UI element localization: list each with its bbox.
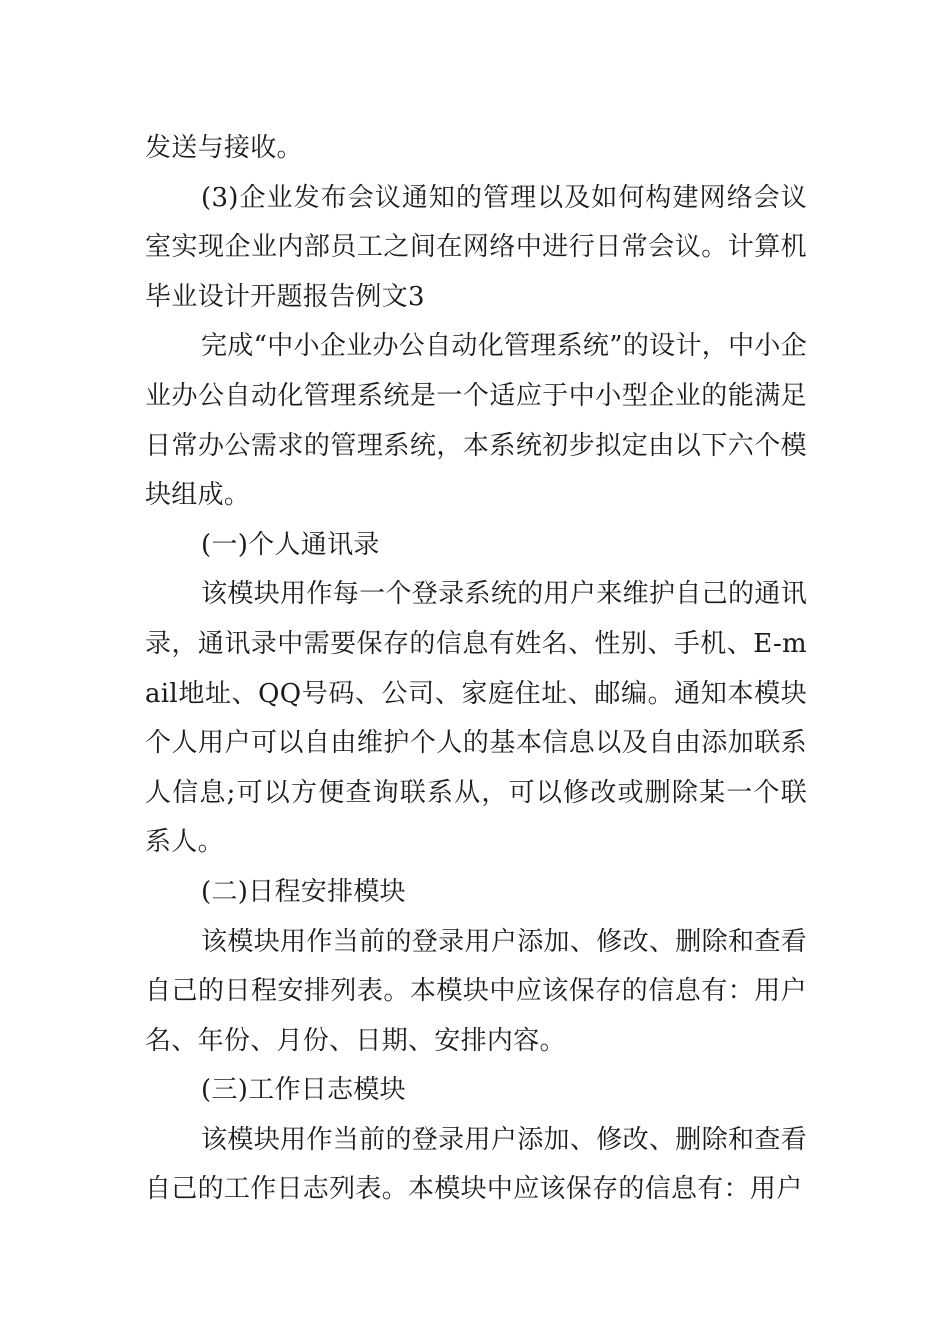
paragraph-worklog: 该模块用作当前的登录用户添加、修改、删除和查看自己的工作日志列表。本模块中应该保存的信息有：用户 [145,1124,807,1205]
section-heading-worklog: (三)工作日志模块 [201,1075,406,1106]
paragraph-schedule: 该模块用作当前的登录用户添加、修改、删除和查看自己的日程安排列表。本模块中应该保存的信息有：用户名、年份、月份、日期、安排内容。 [145,926,807,1056]
paragraph-item-3: (3)企业发布会议通知的管理以及如何构建网络会议室实现企业内部员工之间在网络中进行日常会议。计算机毕业设计开题报告例文3 [145,182,807,312]
section-heading-schedule: (二)日程安排模块 [201,876,406,907]
paragraph-system-intro: 完成“中小企业办公自动化管理系统”的设计，中小企业办公自动化管理系统是一个适应于中小型企业的能满足日常办公需求的管理系统，本系统初步拟定由以下六个模块组成。 [145,331,807,511]
paragraph-contacts: 该模块用作每一个登录系统的用户来维护自己的通讯录，通讯录中需要保存的信息有姓名、性别、手机、E-mail地址、QQ号码、公司、家庭住址、邮编。通知本模块个人用户可以自由维护个人的基本信息以及自由添加联系人信息;可以方便查询联系从，可以修改或删除某一个联系人。 [145,579,807,858]
section-heading-contacts: (一)个人通讯录 [201,529,380,560]
paragraph-continuation: 发送与接收。 [145,133,303,163]
document-body [145,124,807,1215]
